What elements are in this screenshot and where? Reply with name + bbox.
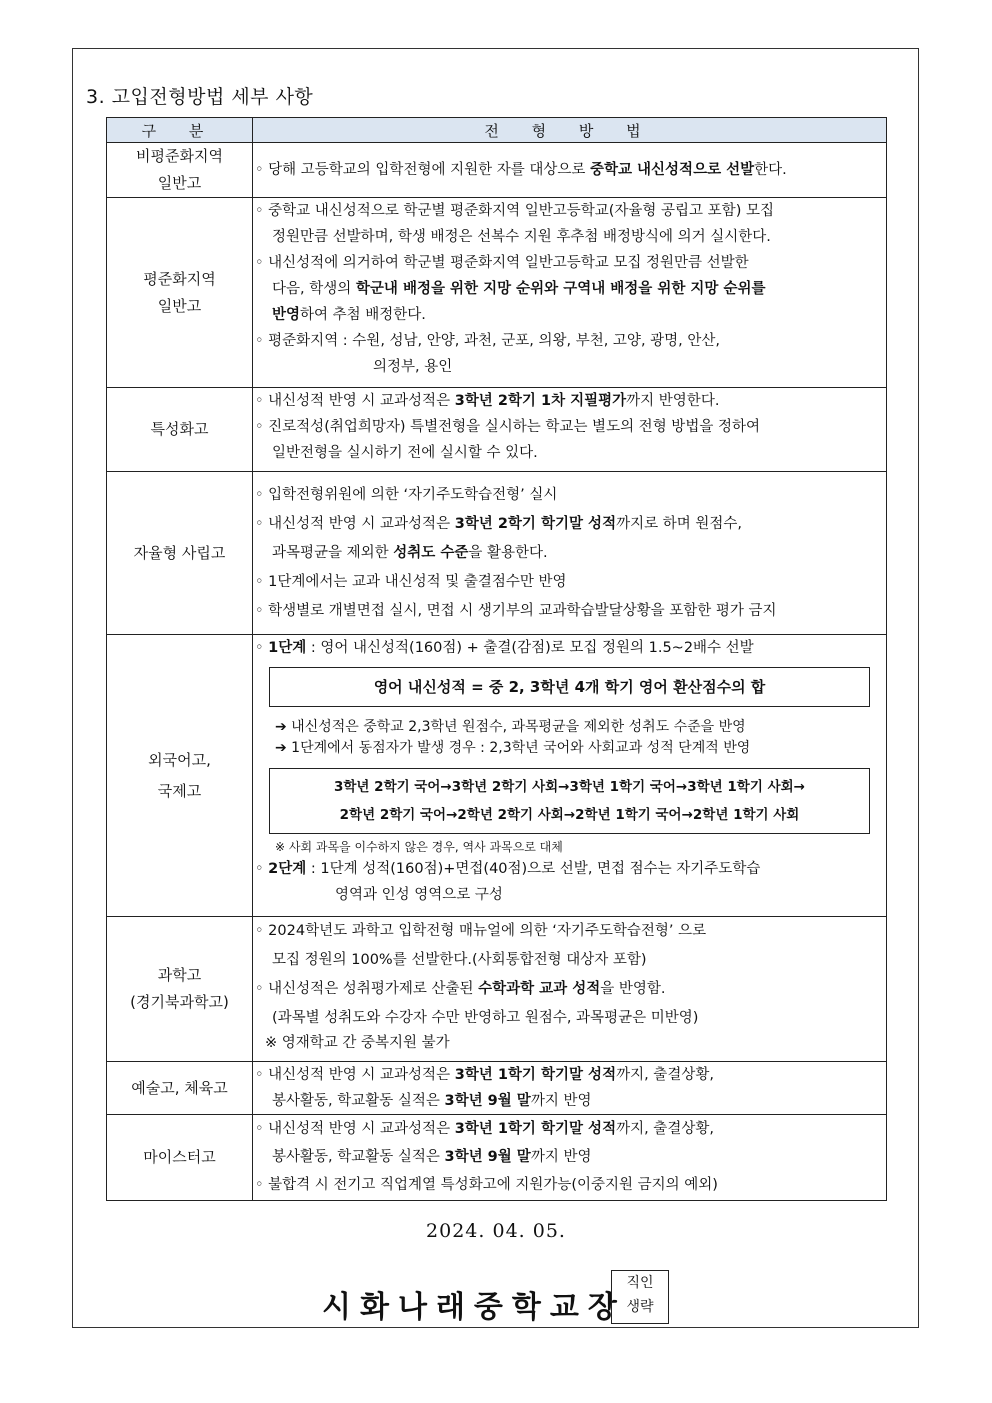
method-cell [253, 388, 887, 472]
method-line: 봉사활동, 학교활동 실적은 3학년 9월 말까지 반영 [272, 1149, 592, 1165]
stamp-text: 생략 [626, 1299, 654, 1315]
category-cell [107, 143, 253, 198]
category-text: 평준화지역 [143, 269, 216, 288]
method-line: ◦ 내신성적에 의거하여 학군별 평준화지역 일반고등학교 모집 정원만큼 선발한 [255, 255, 749, 271]
method-line: 반영하여 추첨 배정한다. [272, 307, 426, 323]
stamp-text: 직인 [626, 1275, 654, 1291]
method-line: ※ 영재학교 간 중복지원 불가 [265, 1035, 450, 1051]
category-cell [107, 635, 253, 917]
method-cell [253, 635, 887, 917]
category-cell [107, 917, 253, 1062]
english-score-formula-box: 영어 내신성적 = 중 2, 3학년 4개 학기 영어 환산점수의 합 [269, 667, 870, 707]
category-cell [107, 1115, 253, 1201]
method-cell [253, 1062, 887, 1115]
section-heading: 3. 고입전형방법 세부 사항 [86, 86, 314, 108]
category-cell [107, 472, 253, 635]
category-text: 과학고 [157, 966, 202, 984]
official-seal-omitted-box [611, 1270, 669, 1324]
method-line: ◦ 중학교 내신성적으로 학군별 평준화지역 일반고등학교(자율형 공립고 포함) 모집 [255, 203, 774, 219]
category-text: 일반고 [157, 296, 202, 315]
category-cell [107, 1062, 253, 1115]
admission-method-table [106, 117, 887, 1201]
method-line: ◦ 당해 고등학교의 입학전형에 지원한 자를 대상으로 중학교 내신성적으로 선발한다. [255, 162, 787, 178]
method-line: ◦ 평준화지역 : 수원, 성남, 안양, 과천, 군포, 의왕, 부천, 고양, 광명, 안산, [255, 333, 721, 349]
category-text: 자율형 사립고 [133, 543, 226, 562]
method-line: ◦ 2024학년도 과학고 입학전형 매뉴얼에 의한 ‘자기주도학습전형’ 으로 [255, 923, 707, 939]
method-cell [253, 917, 887, 1062]
method-line: ◦ 입학전형위원에 의한 ‘자기주도학습전형’ 실시 [255, 486, 558, 503]
category-text: 특성화고 [150, 420, 209, 438]
method-line: ◦ 불합격 시 전기고 직업계열 특성화고에 지원가능(이중지원 금지의 예외) [255, 1177, 718, 1193]
table-row [107, 1115, 887, 1201]
category-text: (경기북과학고) [130, 993, 229, 1011]
table-header-row [107, 118, 887, 143]
header-category: 구 분 [107, 118, 253, 143]
method-line: ◦ 1단계 : 영어 내신성적(160점) + 출결(감점)로 모집 정원의 1.5~2배수 선발 [255, 640, 754, 656]
method-line: 일반전형을 실시하기 전에 실시할 수 있다. [272, 445, 538, 461]
category-text: 마이스터고 [143, 1148, 216, 1166]
table-row [107, 917, 887, 1062]
method-line: ◦ 내신성적 반영 시 교과성적은 3학년 1학기 학기말 성적까지, 출결상황, [255, 1067, 714, 1083]
table-row [107, 472, 887, 635]
method-line: ◦ 내신성적 반영 시 교과성적은 3학년 2학기 학기말 성적까지로 하며 원점수, [255, 515, 742, 532]
category-text: 외국어고, [148, 750, 211, 769]
method-line: 과목평균을 제외한 성취도 수준을 활용한다. [272, 544, 548, 561]
method-cell [253, 1115, 887, 1201]
footnote: ※ 사회 과목을 이수하지 않은 경우, 역사 과목으로 대체 [275, 840, 563, 854]
table-row [107, 143, 887, 198]
header-method: 전 형 방 법 [253, 118, 887, 143]
method-line: 영역과 인성 영역으로 구성 [335, 887, 503, 903]
method-line: 모집 정원의 100%를 선발한다.(사회통합전형 대상자 포함) [272, 952, 647, 968]
category-text: 예술고, 체육고 [131, 1078, 228, 1097]
method-cell [253, 472, 887, 635]
table-row [107, 388, 887, 472]
document-date: 2024. 04. 05. [426, 1220, 566, 1242]
table-row [107, 635, 887, 917]
method-line: 정원만큼 선발하며, 학생 배정은 선복수 지원 후추첨 배정방식에 의거 실시한다. [272, 229, 771, 245]
method-line: ◦ 진로적성(취업희망자) 특별전형을 실시하는 학교는 별도의 전형 방법을 정하여 [255, 419, 760, 435]
tiebreak-line: 2학년 2학기 국어→2학년 2학기 사회→2학년 1학기 국어→2학년 1학기 사회 [339, 807, 800, 823]
method-line: ◦ 내신성적 반영 시 교과성적은 3학년 1학기 학기말 성적까지, 출결상황, [255, 1121, 714, 1137]
method-line: ◦ 내신성적 반영 시 교과성적은 3학년 2학기 1차 지필평가까지 반영한다. [255, 393, 720, 409]
method-line: ◦ 학생별로 개별면접 실시, 면접 시 생기부의 교과학습발달상황을 포함한 평가 금지 [255, 602, 777, 619]
method-line: 다음, 학생의 학군내 배정을 위한 지망 순위와 구역내 배정을 위한 지망 순위를 [272, 281, 766, 297]
category-cell [107, 388, 253, 472]
method-cell [253, 198, 887, 388]
method-line: ◦ 내신성적은 성취평가제로 산출된 수학과학 교과 성적을 반영함. [255, 981, 666, 997]
tiebreak-line: 3학년 2학기 국어→3학년 2학기 사회→3학년 1학기 국어→3학년 1학기 사회→ [334, 779, 805, 795]
method-line: ◦ 2단계 : 1단계 성적(160점)+면접(40점)으로 선발, 면접 점수는 자기주도학습 [255, 861, 761, 877]
category-text: 일반고 [157, 174, 202, 192]
method-line: 의정부, 용인 [373, 359, 453, 375]
method-cell [253, 143, 887, 198]
tiebreak-order-box [269, 768, 870, 834]
category-cell [107, 198, 253, 388]
table-row [107, 198, 887, 388]
category-text: 비평준화지역 [136, 147, 223, 165]
school-principal-name: 시화나래중학교장 [322, 1290, 626, 1325]
method-line: ◦ 1단계에서는 교과 내신성적 및 출결점수만 반영 [255, 573, 567, 590]
method-line: (과목별 성취도와 수강자 수만 반영하고 원점수, 과목평균은 미반영) [272, 1010, 699, 1026]
category-text: 국제고 [157, 781, 202, 800]
table-row [107, 1062, 887, 1115]
method-line: 봉사활동, 학교활동 실적은 3학년 9월 말까지 반영 [272, 1093, 592, 1109]
arrow-note: ➔ 1단계에서 동점자가 발생 경우 : 2,3학년 국어와 사회교과 성적 단계적 반영 [275, 740, 751, 756]
arrow-note: ➔ 내신성적은 중학교 2,3학년 원점수, 과목평균을 제외한 성취도 수준을 반영 [275, 719, 746, 735]
